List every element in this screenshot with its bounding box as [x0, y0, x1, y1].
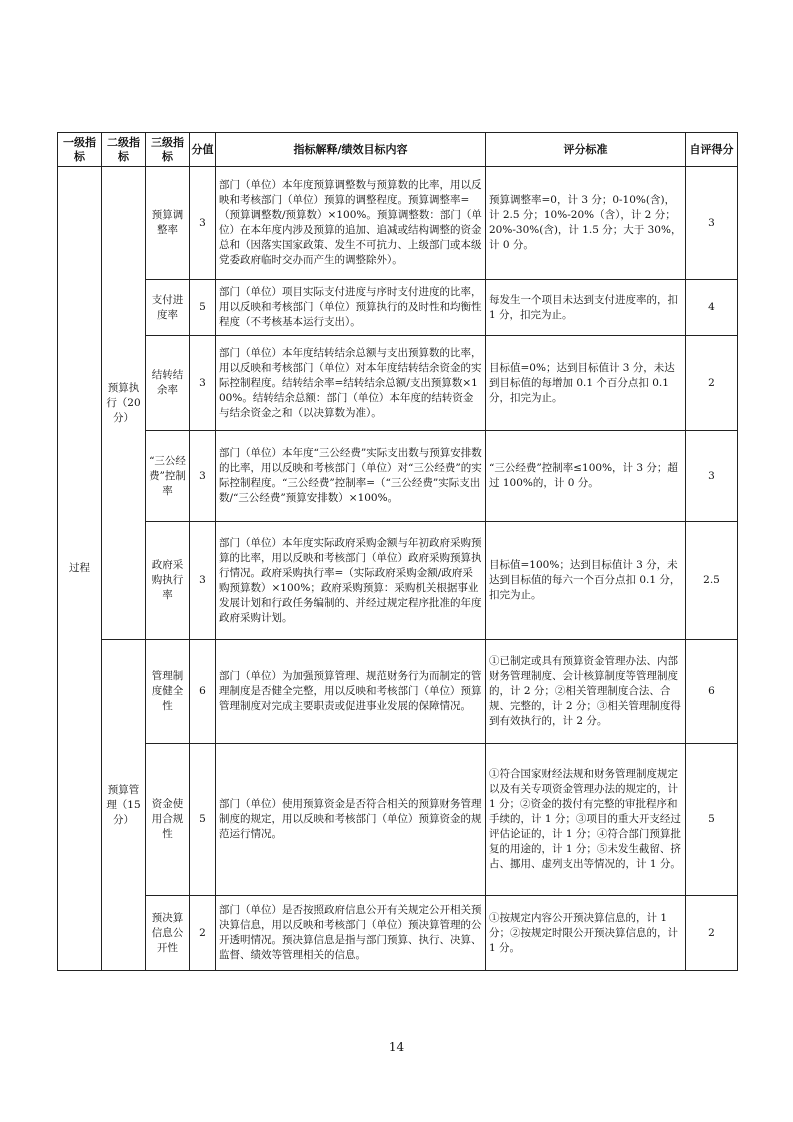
self-score-cell: 2	[686, 896, 738, 971]
self-score-cell: 2	[686, 336, 738, 431]
table-row	[58, 336, 738, 431]
indicator-cell: 支付进度率	[146, 280, 190, 336]
score-cell: 6	[190, 640, 216, 744]
indicator-cell: 政府采购执行率	[146, 522, 190, 640]
score-cell: 2	[190, 896, 216, 971]
table-row	[58, 896, 738, 971]
criteria-cell: 预算调整率=0，计 3 分；0-10%(含)，计 2.5 分；10%-20%（含），计 2 分；20%-30%(含)，计 1.5 分；大于 30%，计 0 分。	[486, 167, 686, 280]
level2-cell: 预算执行（20分）	[102, 167, 146, 640]
explain-cell: 部门（单位）本年度实际政府采购金额与年初政府采购预算的比率，用以反映和考核部门（单位）政府采购预算执行情况。政府采购执行率=（实际政府采购金额/政府采购预算数）×100%；政府采购预算：采购机关根据事业发展计划和行政任务编制的、并经过规定程序批准的年度政府采购计划。	[216, 522, 486, 640]
header-row	[58, 133, 738, 167]
self-score-cell: 3	[686, 167, 738, 280]
page-number: 14	[388, 1040, 405, 1054]
indicator-cell: 资金使用合规性	[146, 744, 190, 896]
score-cell: 3	[190, 522, 216, 640]
self-score-cell: 2.5	[686, 522, 738, 640]
table-row	[58, 522, 738, 640]
level2-cell: 预算管理（15分）	[102, 640, 146, 971]
indicator-cell: 管理制度健全性	[146, 640, 190, 744]
explain-cell: 部门（单位）是否按照政府信息公开有关规定公开相关预决算信息，用以反映和考核部门（单位）预决算管理的公开透明情况。预决算信息是指与部门预算、执行、决算、监督、绩效等管理相关的信息。	[216, 896, 486, 971]
header-cell: 分值	[190, 133, 216, 167]
header-cell: 评分标准	[486, 133, 686, 167]
score-cell: 5	[190, 280, 216, 336]
self-score-cell: 3	[686, 431, 738, 522]
criteria-cell: “三公经费”控制率≤100%，计 3 分；超过 100%的，计 0 分。	[486, 431, 686, 522]
table-row	[58, 280, 738, 336]
table-row	[58, 167, 738, 280]
criteria-cell: ①按规定内容公开预决算信息的，计 1 分；②按规定时限公开预决算信息的，计 1 分。	[486, 896, 686, 971]
explain-cell: 部门（单位）本年度“三公经费”实际支出数与预算安排数的比率，用以反映和考核部门（单位）对“三公经费”的实际控制程度。“三公经费”控制率=（“三公经费”实际支出数/“三公经费”预算安排数）×100%。	[216, 431, 486, 522]
explain-cell: 部门（单位）项目实际支付进度与序时支付进度的比率，用以反映和考核部门（单位）预算执行的及时性和均衡性程度（不考核基本运行支出）。	[216, 280, 486, 336]
criteria-cell: 每发生一个项目未达到支付进度率的，扣 1 分，扣完为止。	[486, 280, 686, 336]
header-cell: 指标解释/绩效目标内容	[216, 133, 486, 167]
header-cell: 二级指标	[102, 133, 146, 167]
indicator-cell: 预算调整率	[146, 167, 190, 280]
indicator-cell: 预决算信息公开性	[146, 896, 190, 971]
evaluation-table	[57, 132, 738, 971]
explain-cell: 部门（单位）使用预算资金是否符合相关的预算财务管理制度的规定，用以反映和考核部门（单位）预算资金的规范运行情况。	[216, 744, 486, 896]
criteria-cell: ①符合国家财经法规和财务管理制度规定以及有关专项资金管理办法的规定的，计 1 分；②资金的拨付有完整的审批程序和手续的，计 1 分；③项目的重大开支经过评估论证的，计 1 分；④符合部门预算批复的用途的，计 1 分；⑤未发生截留、挤占、挪用、虚列支出等情况的，计 1 分。	[486, 744, 686, 896]
score-cell: 3	[190, 431, 216, 522]
self-score-cell: 4	[686, 280, 738, 336]
score-cell: 3	[190, 336, 216, 431]
explain-cell: 部门（单位）本年度结转结余总额与支出预算数的比率，用以反映和考核部门（单位）对本年度结转结余资金的实际控制程度。结转结余率=结转结余总额/支出预算数×100%。结转结余总额：部门（单位）本年度的结转资金与结余资金之和（以决算数为准）。	[216, 336, 486, 431]
header-cell: 三级指标	[146, 133, 190, 167]
explain-cell: 部门（单位）为加强预算管理、规范财务行为而制定的管理制度是否健全完整，用以反映和考核部门（单位）预算管理制度对完成主要职责或促进事业发展的保障情况。	[216, 640, 486, 744]
indicator-cell: “三公经费”控制率	[146, 431, 190, 522]
self-score-cell: 5	[686, 744, 738, 896]
score-cell: 5	[190, 744, 216, 896]
score-cell: 3	[190, 167, 216, 280]
criteria-cell: ①已制定或具有预算资金管理办法、内部财务管理制度、会计核算制度等管理制度的，计 2 分；②相关管理制度合法、合规、完整的，计 2 分；③相关管理制度得到有效执行的，计 2 分。	[486, 640, 686, 744]
header-cell: 自评得分	[686, 133, 738, 167]
self-score-cell: 6	[686, 640, 738, 744]
level1-cell: 过程	[58, 167, 102, 971]
header-cell: 一级指标	[58, 133, 102, 167]
explain-cell: 部门（单位）本年度预算调整数与预算数的比率，用以反映和考核部门（单位）预算的调整程度。预算调整率=（预算调整数/预算数）×100%。预算调整数：部门（单位）在本年度内涉及预算的追加、追减或结构调整的资金总和（因落实国家政策、发生不可抗力、上级部门或本级党委政府临时交办而产生的调整除外）。	[216, 167, 486, 280]
table-row	[58, 640, 738, 744]
table-row	[58, 431, 738, 522]
criteria-cell: 目标值=0%；达到目标值计 3 分，未达到目标值的每增加 0.1 个百分点扣 0.1 分，扣完为止。	[486, 336, 686, 431]
table-row	[58, 744, 738, 896]
indicator-cell: 结转结余率	[146, 336, 190, 431]
criteria-cell: 目标值=100%；达到目标值计 3 分，未达到目标值的每六一个百分点扣 0.1 分，扣完为止。	[486, 522, 686, 640]
